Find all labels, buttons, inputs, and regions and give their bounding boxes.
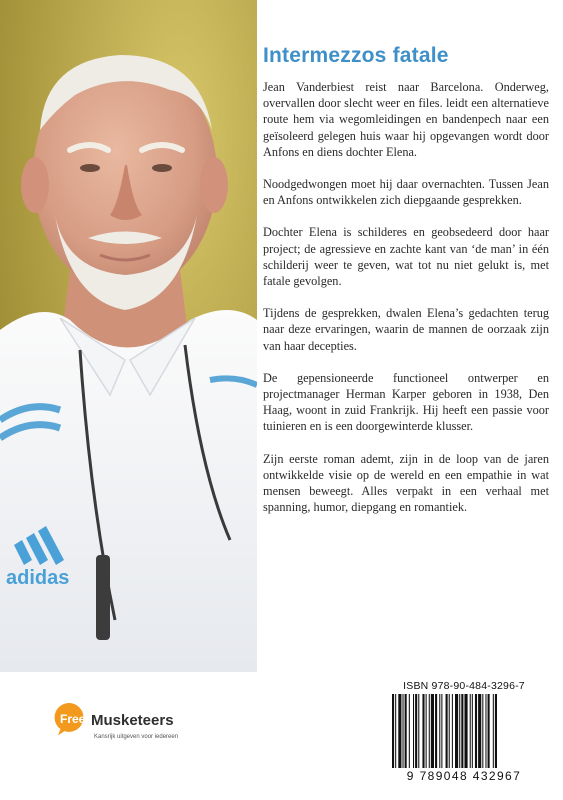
back-cover-text (263, 44, 549, 531)
shirt-brand-text: adidas (6, 567, 70, 589)
barcode-bar (495, 694, 497, 768)
author-bio-paragraph: De gepensioneerde functioneel ontwerper en projectmanager Herman Karper geboren in 1938, Den Haag, woont in zuid Frankrijk. Hij heeft een passie voor tuinieren en is een doorgewinterde klusser. (263, 370, 549, 434)
barcode-image (384, 694, 544, 768)
barcode-bar (488, 694, 490, 768)
barcode-bar (470, 694, 471, 768)
barcode-bar (493, 694, 494, 768)
barcode-bar (403, 694, 404, 768)
barcode-bar (452, 694, 453, 768)
barcode-bar (446, 694, 448, 768)
author-photo (0, 0, 257, 672)
publisher-name-musketeers: Musketeers (91, 712, 174, 729)
barcode-bar (449, 694, 450, 768)
barcode-bar (441, 694, 442, 768)
barcode-bar (398, 694, 401, 768)
barcode-bar (459, 694, 460, 768)
isbn-barcode-digits: 9 789048 432967 (406, 769, 522, 783)
barcode-bar (431, 694, 434, 768)
publisher-logo (52, 697, 262, 767)
barcode-bar (461, 694, 463, 768)
barcode-bar (409, 694, 410, 768)
barcode-bar (395, 694, 396, 768)
book-title: Intermezzos fatale (263, 44, 449, 67)
synopsis-paragraph-3: Dochter Elena is schilderes en geobsedeerd door haar project; de agressieve en zachte kant van ‘de man’ in één schilderij weer te geven, wat tot nu niet gelukt is, met fatale gevolgen. (263, 225, 549, 289)
barcode-bar (415, 694, 417, 768)
barcode-bar (482, 694, 483, 768)
novel-description-paragraph: Zijn eerste roman ademt, zijn in de loop van de jaren ontwikkelde visie op de wereld en een empathie in wat mensen beweegt. Alles verpakt in een verhaal met spanning, humor, diepgang en romantiek. (263, 451, 549, 515)
synopsis-paragraph-4: Tijdens de gesprekken, dwalen Elena’s gedachten terug naar deze ervaringen, waarin de mannen de oorzaak zijn van haar decepties. (263, 306, 549, 353)
barcode-bar (485, 694, 486, 768)
barcode-bar (405, 694, 407, 768)
barcode-bar (475, 694, 477, 768)
barcode-bar (392, 694, 394, 768)
isbn-barcode-block (384, 680, 544, 788)
barcode-bar (422, 694, 424, 768)
barcode-bar (418, 694, 419, 768)
barcode-bar (435, 694, 437, 768)
barcode-bar (464, 694, 467, 768)
barcode-bar (413, 694, 414, 768)
barcode-bar (429, 694, 430, 768)
barcode-bar (472, 694, 473, 768)
publisher-name-free: Free (60, 712, 86, 726)
barcode-bar (439, 694, 440, 768)
isbn-label: ISBN 978-90-484-3296-7 (403, 680, 525, 692)
publisher-tagline: Kansrijk uitgeven voor iedereen (94, 734, 179, 740)
barcode-bar (478, 694, 481, 768)
synopsis-paragraph-2: Noodgedwongen moet hij daar overnachten. Tussen Jean en Anfons ontwikkelen zich diepgaande gesprekken. (263, 177, 549, 208)
barcode-bar (426, 694, 427, 768)
synopsis-paragraph-1: Jean Vanderbiest reist naar Barcelona. Onderweg, overvallen door slecht weer en files. leidt een alternatieve route hem via wegomleidingen en bandenpech naar een geïsoleerd gelegen huis waar hij opgevangen wordt door Anfons en diens dochter Elena. (263, 80, 549, 159)
barcode-bar (455, 694, 458, 768)
